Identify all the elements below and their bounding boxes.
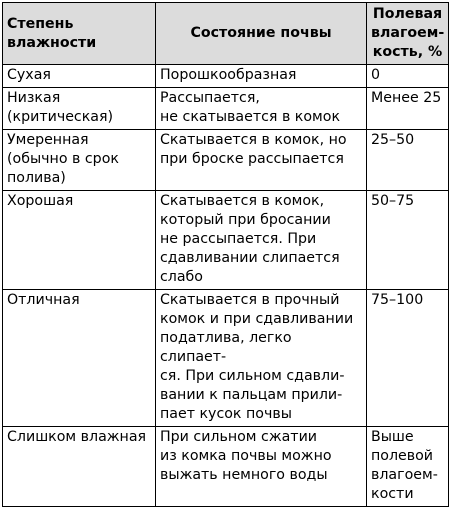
moisture-degree-cell: Умеренная (обычно в срок полива)	[3, 130, 156, 191]
field-capacity-cell: 50–75	[367, 191, 449, 290]
header-row	[3, 3, 449, 65]
table-body	[3, 65, 449, 507]
table-row	[3, 130, 449, 191]
soil-state-cell: При сильном сжатии из комка почвы можно выжать немного воды	[156, 427, 367, 507]
table-row	[3, 290, 449, 427]
header-field-capacity: Полевая влагоем- кость, %	[367, 3, 449, 65]
table-row	[3, 191, 449, 290]
table-row	[3, 427, 449, 507]
field-capacity-cell: 25–50	[367, 130, 449, 191]
moisture-degree-cell: Хорошая	[3, 191, 156, 290]
moisture-degree-cell: Слишком влажная	[3, 427, 156, 507]
table-row	[3, 65, 449, 88]
field-capacity-cell: Менее 25	[367, 88, 449, 130]
table-row	[3, 88, 449, 130]
soil-state-cell: Порошкообразная	[156, 65, 367, 88]
moisture-degree-cell: Сухая	[3, 65, 156, 88]
moisture-degree-cell: Низкая (критическая)	[3, 88, 156, 130]
field-capacity-cell: Выше полевой влагоем- кости	[367, 427, 449, 507]
field-capacity-cell: 75–100	[367, 290, 449, 427]
soil-state-cell: Скатывается в комок, который при бросании не рассыпается. При сдавливании слипается слабо	[156, 191, 367, 290]
soil-state-cell: Скатывается в комок, но при броске рассыпается	[156, 130, 367, 191]
soil-state-cell: Скатывается в прочный комок и при сдавливании податлива, легко слипает- ся. При сильном сдавли- вании к пальцам прили- пает кусок почвы	[156, 290, 367, 427]
soil-state-cell: Рассыпается, не скатывается в комок	[156, 88, 367, 130]
moisture-degree-cell: Отличная	[3, 290, 156, 427]
table-header	[3, 3, 449, 65]
header-moisture-degree: Степень влажности	[3, 3, 156, 65]
field-capacity-cell: 0	[367, 65, 449, 88]
header-soil-state: Состояние почвы	[156, 3, 367, 65]
soil-moisture-table	[2, 2, 449, 507]
